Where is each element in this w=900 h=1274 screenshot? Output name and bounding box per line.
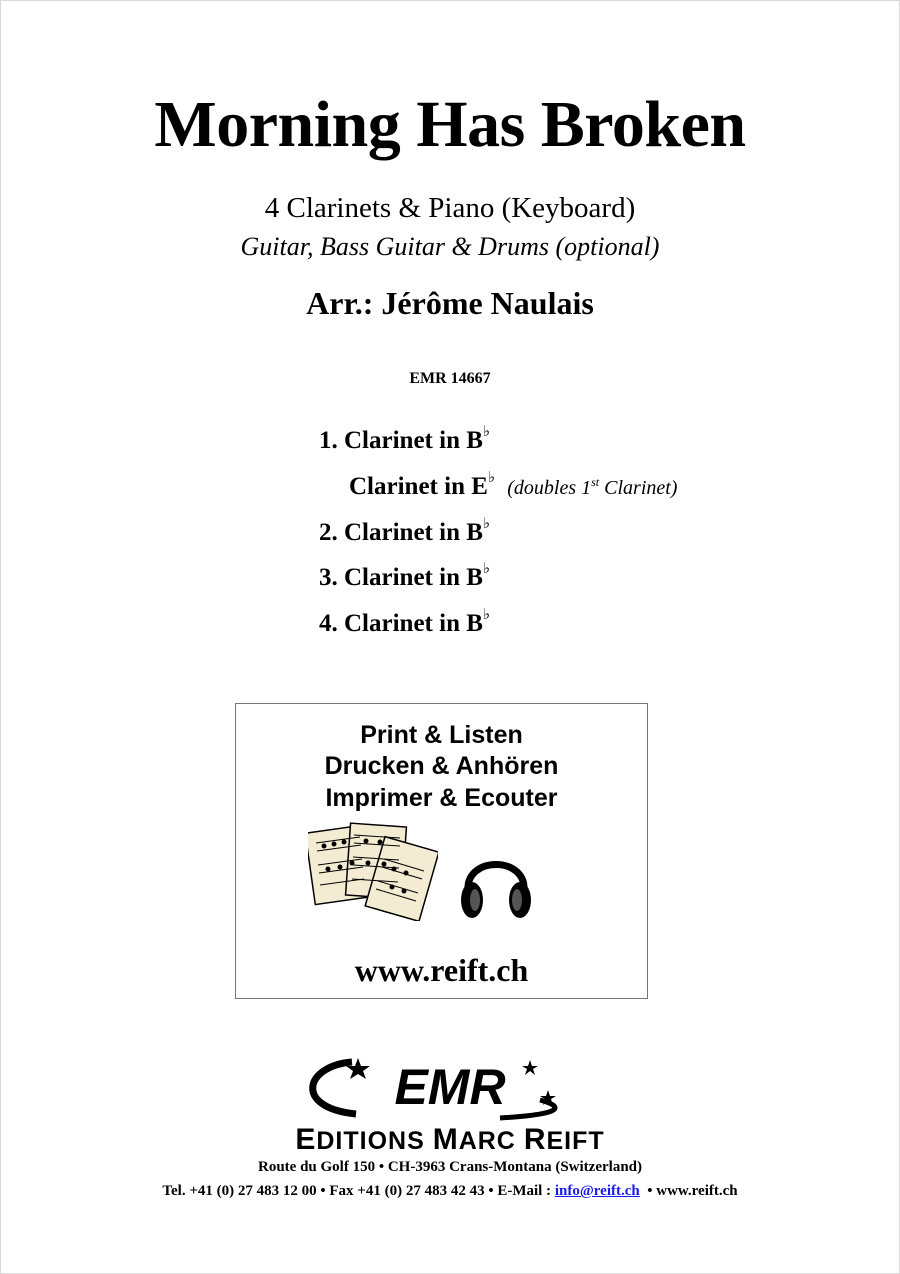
part-clarinet-e-flat <box>349 471 677 499</box>
instrumentation: 4 Clarinets & Piano (Keyboard) <box>264 192 636 224</box>
part-clarinet-1 <box>319 425 490 453</box>
publisher-name: EDITIONS MARC REIFT <box>295 1123 605 1156</box>
part-clarinet-4 <box>319 608 490 636</box>
contact-phone-fax: Tel. +41 (0) 27 483 12 00 • Fax +41 (0) 27 483 42 43 • E-Mail : <box>162 1183 555 1199</box>
publisher-contact <box>0 1184 900 1199</box>
flat-sign: ♭ <box>487 470 495 486</box>
print-listen-box <box>235 703 648 999</box>
contact-website: • www.reift.ch <box>639 1183 738 1199</box>
optional-instruments: Guitar, Bass Guitar & Drums (optional) <box>240 232 660 261</box>
part-label: 4. Clarinet in B <box>319 610 483 637</box>
part-clarinet-2 <box>319 517 490 545</box>
arranger: Arr.: Jérôme Naulais <box>306 285 594 321</box>
emr-logo <box>300 1052 580 1122</box>
part-note: (doubles 1st Clarinet) <box>507 475 678 499</box>
catalog-number: EMR 14667 <box>409 370 491 387</box>
promo-line-french: Imprimer & Ecouter <box>325 784 558 812</box>
part-label: 3. Clarinet in B <box>319 564 483 591</box>
part-label: 2. Clarinet in B <box>319 519 483 546</box>
flat-sign: ♭ <box>482 561 490 577</box>
publisher-address: Route du Golf 150 • CH-3963 Crans-Montana (Switzerland) <box>258 1159 642 1175</box>
promo-line-english: Print & Listen <box>360 721 523 749</box>
headphones-icon <box>458 844 534 924</box>
promo-line-german: Drucken & Anhören <box>324 752 559 780</box>
svg-text:EMR: EMR <box>394 1059 506 1115</box>
part-label: Clarinet in E <box>349 473 488 500</box>
flat-sign: ♭ <box>482 607 490 623</box>
flat-sign: ♭ <box>482 424 490 440</box>
email-link[interactable]: info@reift.ch <box>554 1183 640 1199</box>
part-label: 1. Clarinet in B <box>319 427 483 454</box>
part-clarinet-3 <box>319 562 490 590</box>
flat-sign: ♭ <box>482 516 490 532</box>
page-title: Morning Has Broken <box>154 88 746 161</box>
sheet-music-icon <box>308 821 438 921</box>
promo-url: www.reift.ch <box>354 952 529 988</box>
